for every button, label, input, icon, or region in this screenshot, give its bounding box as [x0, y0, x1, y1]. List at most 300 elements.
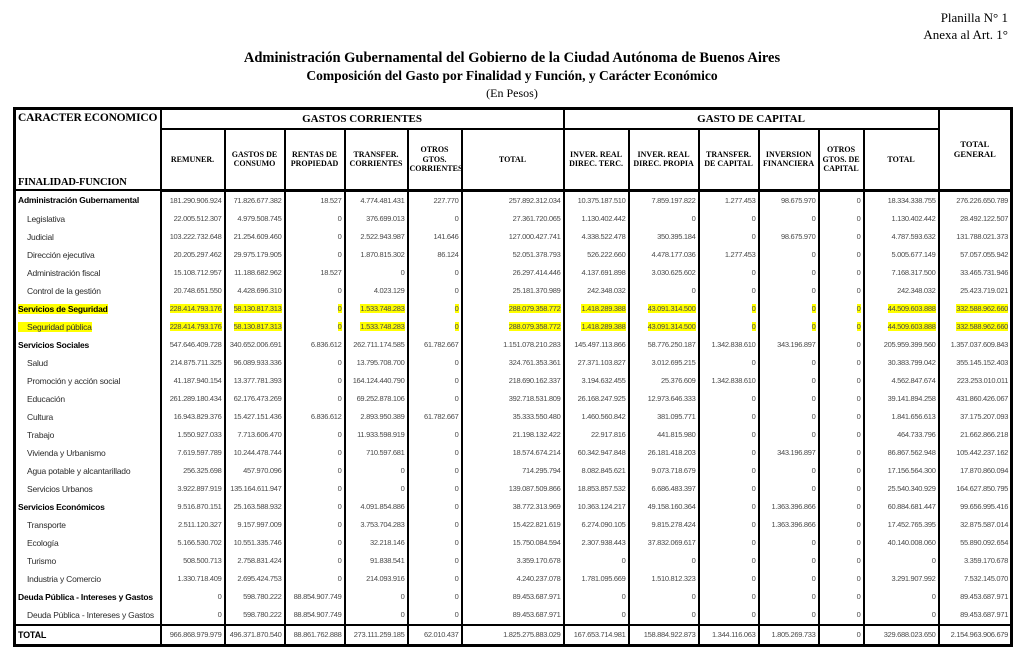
cell-value: 105.442.237.162 — [939, 444, 1012, 462]
cell-value: 256.325.698 — [161, 462, 225, 480]
cell-value: 1.344.116.063 — [699, 625, 759, 646]
cell-value: 15.427.151.436 — [225, 408, 285, 426]
cell-value: 5.005.677.149 — [864, 246, 939, 264]
row-label: Seguridad pública — [15, 318, 161, 336]
cell-value: 0 — [699, 426, 759, 444]
cell-value: 103.222.732.648 — [161, 228, 225, 246]
cell-value: 7.532.145.070 — [939, 570, 1012, 588]
row-label: Administración Gubernamental — [15, 190, 161, 210]
cell-value: 0 — [699, 300, 759, 318]
cell-value: 0 — [819, 408, 864, 426]
cell-value: 3.922.897.919 — [161, 480, 225, 498]
table-row-total — [15, 625, 1012, 646]
cell-value: 98.675.970 — [759, 228, 819, 246]
cell-value: 273.111.259.185 — [345, 625, 408, 646]
cell-value: 0 — [759, 534, 819, 552]
cell-value: 0 — [759, 408, 819, 426]
cell-value: 4.137.691.898 — [564, 264, 629, 282]
cell-value: 227.770 — [408, 190, 462, 210]
cell-value: 0 — [699, 390, 759, 408]
cell-value: 0 — [408, 570, 462, 588]
cell-value: 28.492.122.507 — [939, 210, 1012, 228]
table-row — [15, 228, 1012, 246]
cell-value: 62.010.437 — [408, 625, 462, 646]
header-inver-real-direc-terc: INVER. REAL DIREC. TERC. — [564, 129, 629, 190]
cell-value: 376.699.013 — [345, 210, 408, 228]
cell-value: 0 — [759, 264, 819, 282]
cell-value: 89.453.687.971 — [462, 588, 564, 606]
row-label: Control de la gestión — [15, 282, 161, 300]
cell-value: 33.465.731.946 — [939, 264, 1012, 282]
cell-value: 0 — [819, 498, 864, 516]
table-row — [15, 246, 1012, 264]
cell-value: 9.516.870.151 — [161, 498, 225, 516]
cell-value: 0 — [408, 552, 462, 570]
cell-value: 27.371.103.827 — [564, 354, 629, 372]
cell-value: 11.188.682.962 — [225, 264, 285, 282]
cell-value: 0 — [759, 552, 819, 570]
cell-value: 1.805.269.733 — [759, 625, 819, 646]
cell-value: 0 — [759, 390, 819, 408]
cell-value: 2.307.938.443 — [564, 534, 629, 552]
cell-value: 0 — [699, 570, 759, 588]
cell-value: 0 — [629, 210, 699, 228]
cell-value: 0 — [759, 372, 819, 390]
cell-value: 0 — [759, 426, 819, 444]
header-total-capital: TOTAL — [864, 129, 939, 190]
cell-value: 27.361.720.065 — [462, 210, 564, 228]
cell-value: 4.979.508.745 — [225, 210, 285, 228]
cell-value: 0 — [819, 282, 864, 300]
cell-value: 49.158.160.364 — [629, 498, 699, 516]
cell-value: 1.460.560.842 — [564, 408, 629, 426]
cell-value: 0 — [345, 480, 408, 498]
cell-value: 0 — [285, 282, 345, 300]
cell-value: 13.795.708.700 — [345, 354, 408, 372]
cell-value: 288.079.358.772 — [462, 300, 564, 318]
row-label: Deuda Pública - Intereses y Gastos — [15, 606, 161, 625]
cell-value: 2.893.950.389 — [345, 408, 408, 426]
cell-value: 3.194.632.455 — [564, 372, 629, 390]
cell-value: 4.338.522.478 — [564, 228, 629, 246]
cell-value: 0 — [408, 390, 462, 408]
cell-value: 43.091.314.500 — [629, 300, 699, 318]
cell-value: 0 — [759, 462, 819, 480]
table-row — [15, 588, 1012, 606]
cell-value: 0 — [629, 552, 699, 570]
cell-value: 205.959.399.560 — [864, 336, 939, 354]
cell-value: 1.550.927.033 — [161, 426, 225, 444]
document-titles — [0, 50, 1024, 100]
cell-value: 32.218.146 — [345, 534, 408, 552]
cell-value: 4.023.129 — [345, 282, 408, 300]
cell-value: 15.108.712.957 — [161, 264, 225, 282]
cell-value: 0 — [564, 552, 629, 570]
cell-value: 0 — [285, 426, 345, 444]
cell-value: 145.497.113.866 — [564, 336, 629, 354]
cell-value: 62.176.473.269 — [225, 390, 285, 408]
cell-value: 44.509.603.888 — [864, 318, 939, 336]
cell-value: 0 — [345, 264, 408, 282]
cell-value: 0 — [408, 426, 462, 444]
cell-value: 214.093.916 — [345, 570, 408, 588]
table-body — [15, 190, 1012, 645]
expense-composition-table — [13, 107, 1013, 647]
cell-value: 0 — [285, 300, 345, 318]
cell-value: 0 — [345, 588, 408, 606]
table-row — [15, 390, 1012, 408]
cell-value: 0 — [408, 210, 462, 228]
cell-value: 0 — [345, 462, 408, 480]
cell-value: 22.005.512.307 — [161, 210, 225, 228]
cell-value: 0 — [819, 516, 864, 534]
cell-value: 89.453.687.971 — [462, 606, 564, 625]
header-inver-real-direc-propia: INVER. REAL DIREC. PROPIA — [629, 129, 699, 190]
row-label: Deuda Pública - Intereses y Gastos — [15, 588, 161, 606]
cell-value: 4.478.177.036 — [629, 246, 699, 264]
cell-value: 69.252.878.106 — [345, 390, 408, 408]
row-label: Educación — [15, 390, 161, 408]
cell-value: 18.527 — [285, 190, 345, 210]
cell-value: 20.748.651.550 — [161, 282, 225, 300]
cell-value: 3.291.907.992 — [864, 570, 939, 588]
cell-value: 0 — [759, 246, 819, 264]
cell-value: 0 — [699, 264, 759, 282]
row-label: Legislativa — [15, 210, 161, 228]
table-row — [15, 480, 1012, 498]
cell-value: 262.711.174.585 — [345, 336, 408, 354]
cell-value: 228.414.793.176 — [161, 300, 225, 318]
cell-value: 0 — [408, 300, 462, 318]
header-otros-gtos-de-capital: OTROS GTOS. DE CAPITAL — [819, 129, 864, 190]
header-remuner: REMUNER. — [161, 129, 225, 190]
cell-value: 324.761.353.361 — [462, 354, 564, 372]
cell-value: 88.854.907.749 — [285, 606, 345, 625]
cell-value: 89.453.687.971 — [939, 588, 1012, 606]
cell-value: 139.087.509.866 — [462, 480, 564, 498]
cell-value: 464.733.796 — [864, 426, 939, 444]
cell-value: 332.588.962.660 — [939, 300, 1012, 318]
cell-value: 218.690.162.337 — [462, 372, 564, 390]
cell-value: 96.089.933.336 — [225, 354, 285, 372]
cell-value: 2.154.963.906.679 — [939, 625, 1012, 646]
cell-value: 355.145.152.403 — [939, 354, 1012, 372]
cell-value: 0 — [819, 534, 864, 552]
cell-value: 431.860.426.067 — [939, 390, 1012, 408]
cell-value: 0 — [819, 462, 864, 480]
cell-value: 0 — [864, 588, 939, 606]
document-subtitle: Composición del Gasto por Finalidad y Función, y Carácter Económico — [306, 68, 718, 84]
cell-value: 0 — [285, 498, 345, 516]
cell-value: 18.853.857.532 — [564, 480, 629, 498]
document-title: Administración Gubernamental del Gobierno de la Ciudad Autónoma de Buenos Aires — [243, 50, 781, 66]
cell-value: 332.588.962.660 — [939, 318, 1012, 336]
cell-value: 0 — [408, 534, 462, 552]
header-total-corrientes: TOTAL — [462, 129, 564, 190]
cell-value: 0 — [819, 444, 864, 462]
cell-value: 6.274.090.105 — [564, 516, 629, 534]
cell-value: 11.933.598.919 — [345, 426, 408, 444]
cell-value: 1.363.396.866 — [759, 516, 819, 534]
cell-value: 71.826.677.382 — [225, 190, 285, 210]
cell-value: 0 — [819, 228, 864, 246]
cell-value: 0 — [819, 570, 864, 588]
cell-value: 167.653.714.981 — [564, 625, 629, 646]
row-label: Cultura — [15, 408, 161, 426]
cell-value: 0 — [819, 588, 864, 606]
header-rentas-de-propiedad: RENTAS DE PROPIEDAD — [285, 129, 345, 190]
cell-value: 0 — [285, 210, 345, 228]
cell-value: 1.357.037.609.843 — [939, 336, 1012, 354]
table-row — [15, 552, 1012, 570]
cell-value: 0 — [285, 354, 345, 372]
cell-value: 0 — [759, 300, 819, 318]
cell-value: 0 — [408, 318, 462, 336]
cell-value: 44.509.603.888 — [864, 300, 939, 318]
cell-value: 131.788.021.373 — [939, 228, 1012, 246]
cell-value: 214.875.711.325 — [161, 354, 225, 372]
cell-value: 0 — [699, 282, 759, 300]
row-label: Trabajo — [15, 426, 161, 444]
cell-value: 0 — [629, 606, 699, 625]
cell-value: 0 — [285, 462, 345, 480]
cell-value: 1.533.748.283 — [345, 300, 408, 318]
cell-value: 6.836.612 — [285, 408, 345, 426]
cell-value: 714.295.794 — [462, 462, 564, 480]
cell-value: 0 — [408, 354, 462, 372]
cell-value: 60.884.681.447 — [864, 498, 939, 516]
cell-value: 41.187.940.154 — [161, 372, 225, 390]
cell-value: 0 — [285, 246, 345, 264]
row-label: Servicios Urbanos — [15, 480, 161, 498]
cell-value: 135.164.611.947 — [225, 480, 285, 498]
cell-value: 242.348.032 — [564, 282, 629, 300]
cell-value: 3.012.695.215 — [629, 354, 699, 372]
cell-value: 98.675.970 — [759, 190, 819, 210]
cell-value: 0 — [408, 480, 462, 498]
cell-value: 0 — [699, 480, 759, 498]
cell-value: 223.253.010.011 — [939, 372, 1012, 390]
cell-value: 0 — [408, 498, 462, 516]
table-row — [15, 318, 1012, 336]
cell-value: 55.890.092.654 — [939, 534, 1012, 552]
cell-value: 2.511.120.327 — [161, 516, 225, 534]
row-label: Dirección ejecutiva — [15, 246, 161, 264]
cell-value: 1.342.838.610 — [699, 372, 759, 390]
cell-value: 0 — [345, 606, 408, 625]
cell-value: 9.157.997.009 — [225, 516, 285, 534]
header-otros-gtos-corrientes: OTROS GTOS. CORRIENTES — [408, 129, 462, 190]
cell-value: 0 — [285, 390, 345, 408]
table-row — [15, 444, 1012, 462]
cell-value: 39.141.894.258 — [864, 390, 939, 408]
cell-value: 4.562.847.674 — [864, 372, 939, 390]
cell-value: 0 — [819, 190, 864, 210]
cell-value: 0 — [699, 318, 759, 336]
cell-value: 6.686.483.397 — [629, 480, 699, 498]
cell-value: 26.168.247.925 — [564, 390, 629, 408]
table-row — [15, 210, 1012, 228]
cell-value: 43.091.314.500 — [629, 318, 699, 336]
cell-value: 1.533.748.283 — [345, 318, 408, 336]
cell-value: 0 — [699, 588, 759, 606]
cell-value: 15.750.084.594 — [462, 534, 564, 552]
cell-value: 1.330.718.409 — [161, 570, 225, 588]
cell-value: 0 — [864, 552, 939, 570]
cell-value: 0 — [759, 282, 819, 300]
cell-value: 1.363.396.866 — [759, 498, 819, 516]
table-row — [15, 516, 1012, 534]
cell-value: 0 — [408, 516, 462, 534]
cell-value: 4.774.481.431 — [345, 190, 408, 210]
cell-value: 89.453.687.971 — [939, 606, 1012, 625]
cell-value: 20.205.297.462 — [161, 246, 225, 264]
cell-value: 32.875.587.014 — [939, 516, 1012, 534]
cell-value: 0 — [819, 354, 864, 372]
cell-value: 598.780.222 — [225, 588, 285, 606]
cell-value: 0 — [699, 408, 759, 426]
cell-value: 0 — [285, 228, 345, 246]
cell-value: 0 — [819, 246, 864, 264]
cell-value: 61.782.667 — [408, 336, 462, 354]
cell-value: 37.175.207.093 — [939, 408, 1012, 426]
cell-value: 58.130.817.313 — [225, 318, 285, 336]
cell-value: 37.832.069.617 — [629, 534, 699, 552]
cell-value: 0 — [285, 480, 345, 498]
cell-value: 164.124.440.790 — [345, 372, 408, 390]
cell-value: 88.854.907.749 — [285, 588, 345, 606]
row-label: Agua potable y alcantarillado — [15, 462, 161, 480]
cell-value: 496.371.870.540 — [225, 625, 285, 646]
cell-value: 0 — [819, 625, 864, 646]
cell-value: 60.342.947.848 — [564, 444, 629, 462]
cell-value: 0 — [408, 462, 462, 480]
cell-value: 35.333.550.480 — [462, 408, 564, 426]
cell-value: 261.289.180.434 — [161, 390, 225, 408]
cell-value: 0 — [759, 354, 819, 372]
planilla-number: Planilla N° 1 — [940, 10, 1008, 25]
table-row — [15, 426, 1012, 444]
cell-value: 99.656.995.416 — [939, 498, 1012, 516]
cell-value: 0 — [819, 552, 864, 570]
cell-value: 276.226.650.789 — [939, 190, 1012, 210]
cell-value: 13.377.781.393 — [225, 372, 285, 390]
cell-value: 25.540.340.929 — [864, 480, 939, 498]
cell-value: 21.662.866.218 — [939, 426, 1012, 444]
cell-value: 1.151.078.210.283 — [462, 336, 564, 354]
cell-value: 1.841.656.613 — [864, 408, 939, 426]
header-caracter-economico — [15, 109, 161, 191]
table-row — [15, 336, 1012, 354]
cell-value: 1.418.289.388 — [564, 318, 629, 336]
cell-value: 6.836.612 — [285, 336, 345, 354]
cell-value: 12.973.646.333 — [629, 390, 699, 408]
cell-value: 21.198.132.422 — [462, 426, 564, 444]
cell-value: 0 — [699, 228, 759, 246]
cell-value: 16.943.829.376 — [161, 408, 225, 426]
cell-value: 0 — [699, 354, 759, 372]
cell-value: 0 — [629, 588, 699, 606]
cell-value: 29.975.179.905 — [225, 246, 285, 264]
cell-value: 158.884.922.873 — [629, 625, 699, 646]
cell-value: 966.868.979.979 — [161, 625, 225, 646]
cell-value: 1.277.453 — [699, 246, 759, 264]
cell-value: 0 — [408, 264, 462, 282]
cell-value: 0 — [285, 318, 345, 336]
cell-value: 30.383.799.042 — [864, 354, 939, 372]
cell-value: 526.222.660 — [564, 246, 629, 264]
cell-value: 0 — [408, 588, 462, 606]
cell-value: 0 — [819, 336, 864, 354]
table-row — [15, 606, 1012, 625]
cell-value: 9.073.718.679 — [629, 462, 699, 480]
cell-value: 0 — [819, 480, 864, 498]
cell-value: 0 — [699, 534, 759, 552]
cell-value: 164.627.850.795 — [939, 480, 1012, 498]
cell-value: 4.240.237.078 — [462, 570, 564, 588]
cell-value: 257.892.312.034 — [462, 190, 564, 210]
row-label: Salud — [15, 354, 161, 372]
cell-value: 1.781.095.669 — [564, 570, 629, 588]
cell-value: 340.652.006.691 — [225, 336, 285, 354]
row-label: Servicios Económicos — [15, 498, 161, 516]
cell-value: 127.000.427.741 — [462, 228, 564, 246]
cell-value: 4.091.854.886 — [345, 498, 408, 516]
cell-value: 0 — [408, 606, 462, 625]
cell-value: 547.646.409.728 — [161, 336, 225, 354]
table-row — [15, 462, 1012, 480]
table-row — [15, 408, 1012, 426]
cell-value: 228.414.793.176 — [161, 318, 225, 336]
cell-value: 3.359.170.678 — [939, 552, 1012, 570]
header-transfer-corrientes: TRANSFER. CORRIENTES — [345, 129, 408, 190]
cell-value: 0 — [759, 606, 819, 625]
cell-value: 1.825.275.883.029 — [462, 625, 564, 646]
table-row — [15, 570, 1012, 588]
cell-value: 15.422.821.619 — [462, 516, 564, 534]
cell-value: 0 — [699, 498, 759, 516]
cell-value: 10.375.187.510 — [564, 190, 629, 210]
cell-value: 0 — [759, 318, 819, 336]
cell-value: 10.363.124.217 — [564, 498, 629, 516]
row-label: Administración fiscal — [15, 264, 161, 282]
row-label: Judicial — [15, 228, 161, 246]
row-label: Servicios de Seguridad — [15, 300, 161, 318]
row-label: Transporte — [15, 516, 161, 534]
cell-value: 0 — [408, 282, 462, 300]
cell-value: 0 — [564, 606, 629, 625]
cell-value: 0 — [864, 606, 939, 625]
cell-value: 91.838.541 — [345, 552, 408, 570]
cell-value: 21.254.609.460 — [225, 228, 285, 246]
cell-value: 3.753.704.283 — [345, 516, 408, 534]
cell-value: 0 — [759, 480, 819, 498]
cell-value: 0 — [819, 426, 864, 444]
cell-value: 508.500.713 — [161, 552, 225, 570]
cell-value: 5.166.530.702 — [161, 534, 225, 552]
cell-value: 457.970.096 — [225, 462, 285, 480]
cell-value: 141.646 — [408, 228, 462, 246]
cell-value: 0 — [285, 570, 345, 588]
finalidad-funcion-label: FINALIDAD-FUNCION — [18, 177, 127, 188]
cell-value: 18.334.338.755 — [864, 190, 939, 210]
row-label: Promoción y acción social — [15, 372, 161, 390]
cell-value: 0 — [819, 372, 864, 390]
cell-value: 1.510.812.323 — [629, 570, 699, 588]
cell-value: 26.297.414.446 — [462, 264, 564, 282]
cell-value: 350.395.184 — [629, 228, 699, 246]
cell-value: 0 — [285, 552, 345, 570]
